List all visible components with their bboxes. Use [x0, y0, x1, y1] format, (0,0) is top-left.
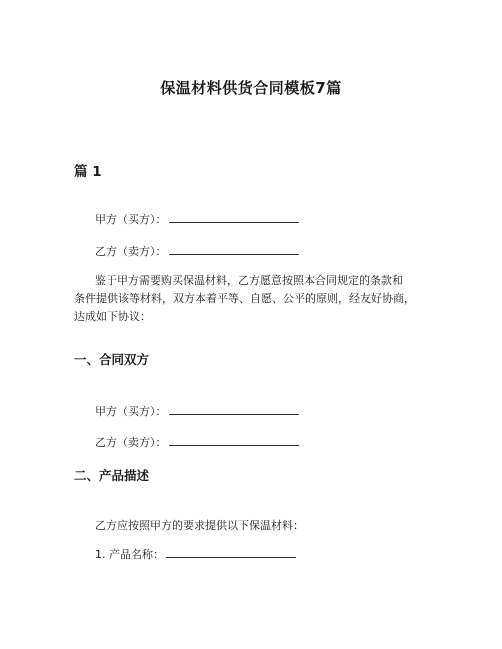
clause1-party-a-line	[95, 403, 299, 419]
section-heading: 篇 1	[74, 164, 102, 180]
party-b-blank	[169, 244, 299, 255]
clause1-party-b-line	[95, 434, 299, 450]
clause2-heading: 二、产品描述	[74, 468, 150, 483]
clause1-heading: 一、合同双方	[74, 352, 150, 367]
item1-blank	[166, 547, 296, 558]
party-b-line	[95, 243, 299, 259]
intro-paragraph	[74, 272, 444, 326]
item1-line	[95, 546, 296, 562]
party-a-label: 甲方（买方）：	[95, 213, 167, 226]
item1-label: 1. 产品名称：	[95, 548, 164, 561]
clause1-party-b-blank	[169, 435, 299, 446]
intro-line-1: 鉴于甲方需要购买保温材料，乙方愿意按照本合同规定的条款和	[95, 274, 403, 287]
party-a-blank	[169, 212, 299, 223]
document-title: 保温材料供货合同模板7篇	[160, 79, 342, 97]
clause1-party-a-blank	[169, 404, 299, 415]
intro-line-2: 条件提供该等材料，双方本着平等、自愿、公平的原则，经友好协商，	[74, 292, 415, 305]
party-b-label: 乙方（卖方）：	[95, 245, 167, 258]
clause1-party-b-label: 乙方（卖方）：	[95, 436, 167, 449]
clause1-party-a-label: 甲方（买方）：	[95, 405, 167, 418]
party-a-line	[95, 211, 299, 227]
clause2-text: 乙方应按照甲方的要求提供以下保温材料：	[95, 519, 304, 532]
intro-line-3: 达成如下协议：	[74, 310, 151, 323]
